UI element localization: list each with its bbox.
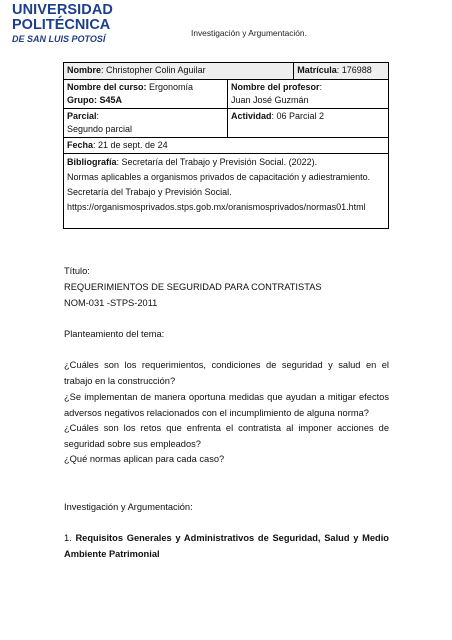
section-title: Investigación y Argumentación: [64,502,193,512]
cell-nombre: Nombre: Christopher Colin Aguilar [64,63,294,80]
cell-fecha: Fecha: 21 de sept. de 24 [64,138,389,154]
question-3: ¿Cuáles son los retos que enfrenta el contratista al imponer acciones de seguridad sobre sus empleados? [64,423,389,449]
cell-curso: Nombre del curso: Ergonomía Grupo: S45A [64,80,228,109]
question-2: ¿Se implementan de manera oportuna medidas que ayudan a mitigar efectos adversos negativos relacionados con el incumplimiento de alguna norma? [64,392,389,418]
titulo-line1: REQUERIMIENTOS DE SEGURIDAD PARA CONTRATISTAS [64,282,322,292]
titulo-line2: NOM-031 -STPS-2011 [64,298,158,308]
logo-line-politecnica: POLITÉCNICA [12,17,111,33]
university-logo [12,3,112,45]
cell-profesor: Nombre del profesor: Juan José Guzmán [228,80,389,109]
logo-line-san-luis: DE SAN LUIS POTOSÍ [12,34,106,44]
question-4: ¿Qué normas aplican para cada caso? [64,454,225,464]
info-table [63,62,389,229]
cell-bibliografia: Bibliografía: Secretaría del Trabajo y Previsión Social. (2022). Normas aplicables a organismos privados de capacitación y adiestramiento. Secretaría del Trabajo y Previsión Social. https://organismosprivados.stps.gob.mx/oranismosprivados/normas01.html [64,154,389,229]
page-header: Investigación y Argumentación. [191,28,307,38]
logo-line-universidad: UNIVERSIDAD [12,2,113,18]
titulo-label: Título: [64,266,90,276]
numbered-heading: 1. Requisitos Generales y Administrativos de Seguridad, Salud y Medio Ambiente Patrimonial [64,533,389,559]
planteamiento-label: Planteamiento del tema: [64,329,165,339]
question-1: ¿Cuáles son los requerimientos, condiciones de seguridad y salud en el trabajo en la construcción? [64,360,389,386]
cell-parcial: Parcial: Segundo parcial [64,109,228,138]
cell-matricula: Matrícula: 176988 [294,63,389,80]
cell-actividad: Actividad: 06 Parcial 2 [228,109,389,138]
